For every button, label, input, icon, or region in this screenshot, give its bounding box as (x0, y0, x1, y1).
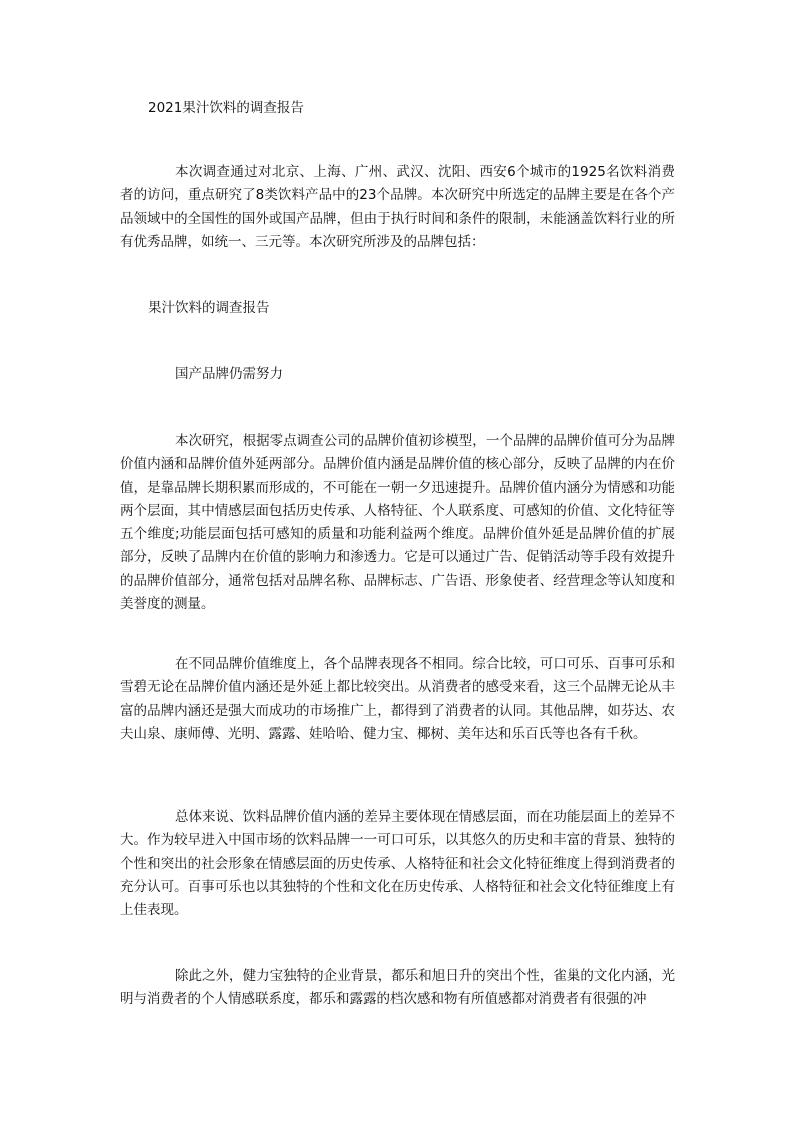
paragraph-emotional-dimension: 总体来说、饮料品牌价值内涵的差异主要体现在情感层面，而在功能层面上的差异不大。作为较早进入中国市场的饮料品牌一一可口可乐，以其悠久的历史和丰富的背景、独特的个性和突出的社会形象在情感层面的历史传承、人格特征和社会文化特征维度上得到消费者的充分认可。百事可乐也以其独特的个性和文化在历史传承、人格特征和社会文化特征维度上有上佳表现。 (120, 809, 675, 919)
document-title: 2021果汁饮料的调查报告 (148, 100, 304, 116)
section-heading-report: 果汁饮料的调查报告 (148, 300, 270, 316)
section-heading-domestic-brands: 国产品牌仍需努力 (175, 366, 283, 382)
paragraph-brand-value-model: 本次研究，根据零点调查公司的品牌价值初诊模型，一个品牌的品牌价值可分为品牌价值内涵和品牌价值外延两部分。品牌价值内涵是品牌价值的核心部分，反映了品牌的内在价值，是靠品牌长期积累而形成的，不可能在一朝一夕迅速提升。品牌价值内涵分为情感和功能两个层面，其中情感层面包括历史传承、人格特征、个人联系度、可感知的价值、文化特征等五个维度;功能层面包括可感知的质量和功能利益两个维度。品牌价值外延是品牌价值的扩展部分，反映了品牌内在价值的影响力和渗透力。它是可以通过广告、促销活动等手段有效提升的品牌价值部分，通常包括对品牌名称、品牌标志、广告语、形象使者、经营理念等认知度和美誉度的测量。 (120, 433, 675, 613)
paragraph-survey-scope: 本次调查通过对北京、上海、广州、武汉、沈阳、西安6个城市的1925名饮料消费者的访问，重点研究了8类饮料产品中的23个品牌。本次研究中所选定的品牌主要是在各个产品领域中的全国性的国外或国产品牌，但由于执行时间和条件的限制，未能涵盖饮料行业的所有优秀品牌，如统一、三元等。本次研究所涉及的品牌包括： (120, 164, 675, 250)
paragraph-other-brands: 除此之外，健力宝独特的企业背景，都乐和旭日升的突出个性，雀巢的文化内涵，光明与消费者的个人情感联系度，都乐和露露的档次感和物有所值感都对消费者有很强的冲 (120, 968, 675, 1008)
paragraph-brand-comparison: 在不同品牌价值维度上，各个品牌表现各不相同。综合比较，可口可乐、百事可乐和雪碧无论在品牌价值内涵还是外延上都比较突出。从消费者的感受来看，这三个品牌无论从丰富的品牌内涵还是强大而成功的市场推广上，都得到了消费者的认同。其他品牌，如芬达、农夫山泉、康师傅、光明、露露、娃哈哈、健力宝、椰树、美年达和乐百氏等也各有千秋。 (120, 656, 675, 742)
